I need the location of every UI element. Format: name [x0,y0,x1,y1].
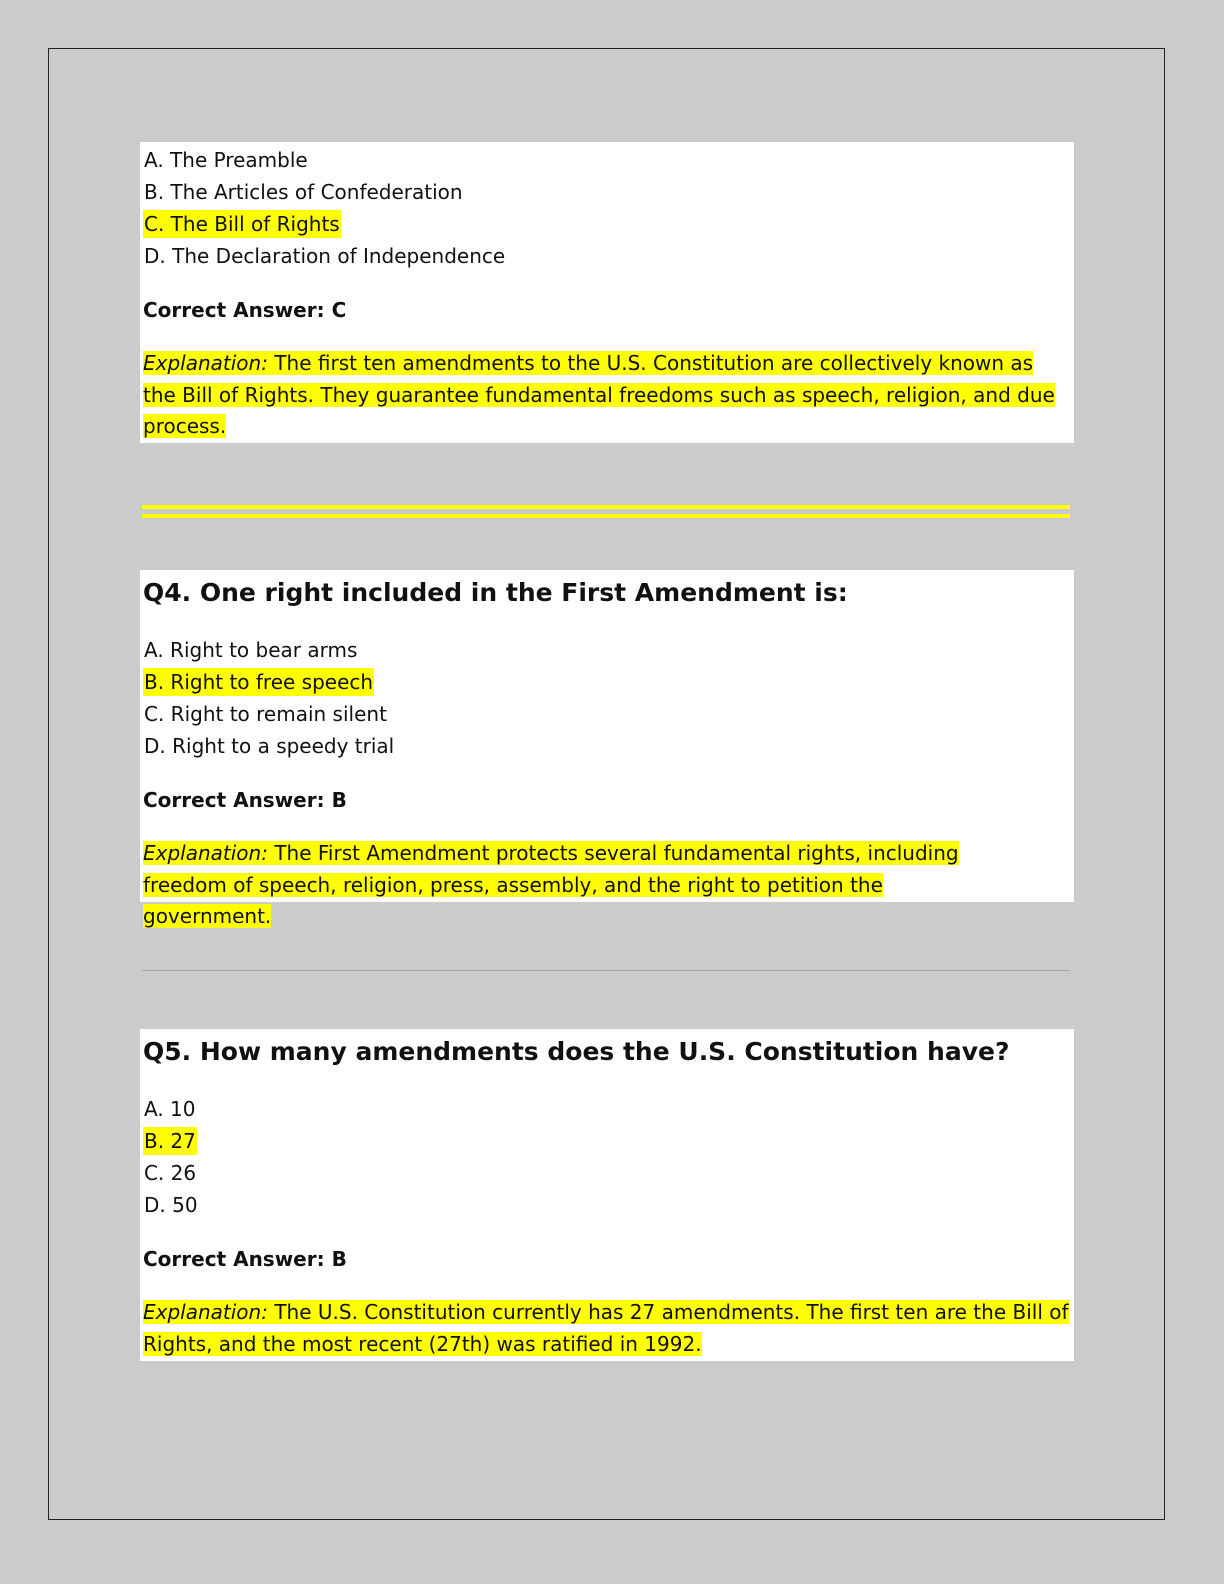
q4-option-a [143,634,1071,666]
q3-explanation-text: The first ten amendments to the U.S. Constitution are collectively known as the Bill of Rights. They guarantee fundamental freedoms such as speech, religion, and due process. [143,351,1055,438]
q3-option-a-text: A. The Preamble [144,148,308,172]
q3-explanation [143,348,1071,443]
q3-option-a [143,144,1071,176]
q5-correct-answer: Correct Answer: B [143,1247,347,1271]
q3-option-b [143,176,1071,208]
q3-option-d [143,240,1071,272]
question-4-block [140,570,1074,928]
q4-explanation-text: The First Amendment protects several fundamental rights, including freedom of speech, religion, press, assembly, and the right to petition the government. [143,841,959,928]
q5-option-c [143,1157,1071,1189]
question-4-options [143,634,1071,762]
question-3-block [140,142,1074,443]
q5-option-a-text: A. 10 [144,1097,196,1121]
q5-option-c-text: C. 26 [144,1161,197,1185]
question-3-options [143,144,1071,272]
q4-option-c [143,698,1071,730]
q5-explanation-label: Explanation: [143,1300,268,1324]
q5-explanation-text: The U.S. Constitution currently has 27 amendments. The first ten are the Bill of Rights, and the most recent (27th) was ratified in 1992. [143,1300,1069,1356]
q5-title: Q5. How many amendments does the U.S. Constitution have? [143,1037,1010,1066]
q4-option-b-text: B. Right to free speech [144,670,374,694]
q5-option-b-text: B. 27 [144,1129,196,1153]
q4-option-b-correct [143,666,1071,698]
q4-correct-answer: Correct Answer: B [143,788,347,812]
q4-explanation-label: Explanation: [143,841,268,865]
q4-option-d [143,730,1071,762]
q5-option-d [143,1189,1071,1221]
q4-option-d-text: D. Right to a speedy trial [144,734,395,758]
q4-option-a-text: A. Right to bear arms [144,638,358,662]
q4-option-c-text: C. Right to remain silent [144,702,387,726]
section-divider-gray [142,970,1070,971]
q3-explanation-label: Explanation: [143,351,268,375]
q3-correct-answer: Correct Answer: C [143,298,347,322]
q4-explanation [143,838,1071,933]
q5-option-a [143,1093,1071,1125]
q3-option-d-text: D. The Declaration of Independence [144,244,506,268]
q3-option-b-text: B. The Articles of Confederation [144,180,463,204]
q4-title: Q4. One right included in the First Amendment is: [143,578,848,607]
q3-option-c-text: C. The Bill of Rights [144,212,340,236]
section-divider-yellow [142,505,1070,519]
question-5-options [143,1093,1071,1221]
q5-explanation [143,1297,1071,1360]
q3-option-c-correct [143,208,1071,240]
q5-option-b-correct [143,1125,1071,1157]
question-5-block [140,1029,1074,1361]
q5-option-d-text: D. 50 [144,1193,198,1217]
